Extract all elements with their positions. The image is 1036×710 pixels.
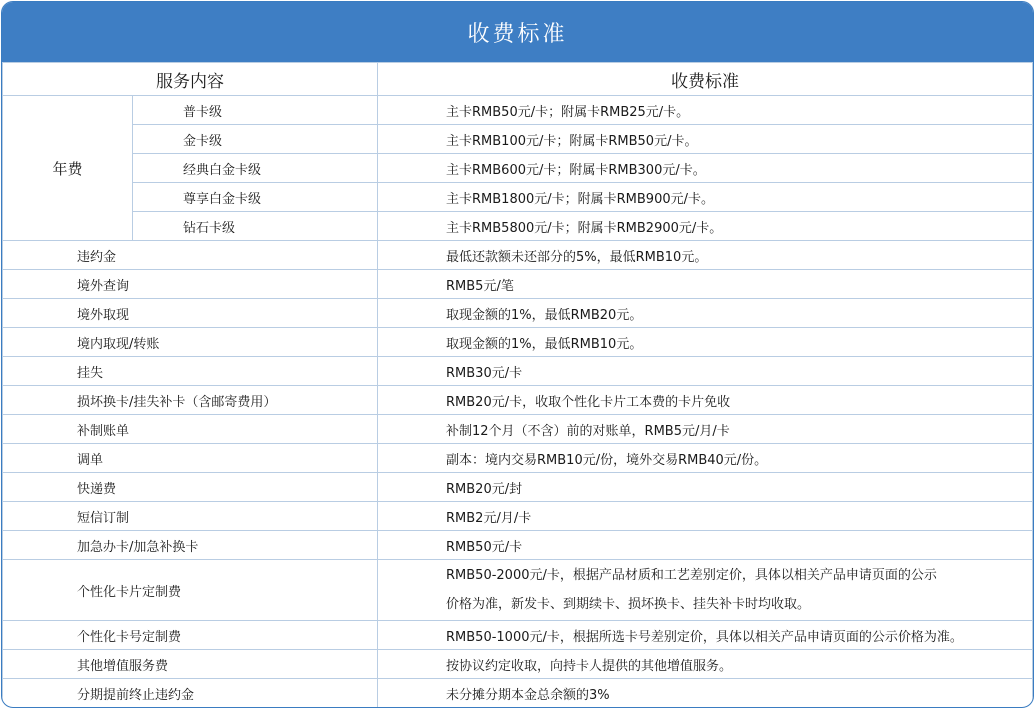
service-name: 其他增值服务费: [3, 650, 378, 679]
service-name: 损坏换卡/挂失补卡（含邮寄费用）: [3, 386, 378, 415]
table-row: [3, 679, 1033, 708]
table-row: [3, 270, 1033, 299]
service-fee: 补制12个月（不含）前的对账单，RMB5元/月/卡: [378, 415, 1033, 444]
service-fee: 副本：境内交易RMB10元/份，境外交易RMB40元/份。: [378, 444, 1033, 473]
fee-schedule-panel: [1, 1, 1034, 708]
annual-fee-label: 年费: [3, 96, 133, 241]
service-name: 短信订制: [3, 502, 378, 531]
service-name: 快递费: [3, 473, 378, 502]
service-fee: 未分摊分期本金总余额的3%: [378, 679, 1033, 708]
service-name: 分期提前终止违约金: [3, 679, 378, 708]
tier-name: 金卡级: [133, 125, 378, 154]
table-row: [3, 96, 1033, 125]
table-row: [3, 357, 1033, 386]
table-row: [3, 386, 1033, 415]
service-fee-line: 价格为准，新发卡、到期续卡、损坏换卡、挂失补卡时均收取。: [446, 597, 811, 612]
tier-fee: 主卡RMB1800元/卡；附属卡RMB900元/卡。: [378, 183, 1033, 212]
table-row: [3, 473, 1033, 502]
service-name: 挂失: [3, 357, 378, 386]
service-name: 加急办卡/加急补换卡: [3, 531, 378, 560]
table-row: [3, 125, 1033, 154]
table-row: [3, 415, 1033, 444]
service-fee: RMB20元/卡，收取个性化卡片工本费的卡片免收: [378, 386, 1033, 415]
service-fee: RMB20元/封: [378, 473, 1033, 502]
tier-name: 普卡级: [133, 96, 378, 125]
service-fee: 按协议约定收取，向持卡人提供的其他增值服务。: [378, 650, 1033, 679]
service-name: 境外取现: [3, 299, 378, 328]
table-row: [3, 650, 1033, 679]
table-row: [3, 183, 1033, 212]
tier-fee: 主卡RMB5800元/卡；附属卡RMB2900元/卡。: [378, 212, 1033, 241]
page-title: 收费标准: [2, 2, 1033, 62]
tier-fee: 主卡RMB50元/卡；附属卡RMB25元/卡。: [378, 96, 1033, 125]
service-fee: RMB2元/月/卡: [378, 502, 1033, 531]
table-row: [3, 328, 1033, 357]
table-row: [3, 560, 1033, 621]
service-fee-line: RMB50-2000元/卡，根据产品材质和工艺差别定价，具体以相关产品申请页面的公示: [446, 568, 937, 583]
tier-name: 尊享白金卡级: [133, 183, 378, 212]
service-name: 补制账单: [3, 415, 378, 444]
service-name: 个性化卡号定制费: [3, 621, 378, 650]
service-name: 违约金: [3, 241, 378, 270]
table-row: [3, 299, 1033, 328]
table-row: [3, 212, 1033, 241]
service-fee: 取现金额的1%，最低RMB20元。: [378, 299, 1033, 328]
table-row: [3, 502, 1033, 531]
tier-fee: 主卡RMB100元/卡；附属卡RMB50元/卡。: [378, 125, 1033, 154]
table-row: [3, 241, 1033, 270]
tier-fee: 主卡RMB600元/卡；附属卡RMB300元/卡。: [378, 154, 1033, 183]
tier-name: 经典白金卡级: [133, 154, 378, 183]
table-row: [3, 531, 1033, 560]
service-fee: 最低还款额未还部分的5%，最低RMB10元。: [378, 241, 1033, 270]
table-row: [3, 154, 1033, 183]
service-name: 个性化卡片定制费: [3, 560, 378, 621]
header-fee: 收费标准: [378, 63, 1033, 96]
service-name: 境外查询: [3, 270, 378, 299]
service-name: 境内取现/转账: [3, 328, 378, 357]
table-row: [3, 444, 1033, 473]
table-row: [3, 621, 1033, 650]
header-service: 服务内容: [3, 63, 378, 96]
fee-table: [2, 62, 1033, 708]
tier-name: 钻石卡级: [133, 212, 378, 241]
service-fee: RMB30元/卡: [378, 357, 1033, 386]
service-fee: RMB5元/笔: [378, 270, 1033, 299]
service-fee: 取现金额的1%，最低RMB10元。: [378, 328, 1033, 357]
service-name: 调单: [3, 444, 378, 473]
table-header-row: [3, 63, 1033, 96]
service-fee: RMB50元/卡: [378, 531, 1033, 560]
service-fee: [378, 560, 1033, 621]
service-fee: RMB50-1000元/卡，根据所选卡号差别定价，具体以相关产品申请页面的公示价格为准。: [378, 621, 1033, 650]
